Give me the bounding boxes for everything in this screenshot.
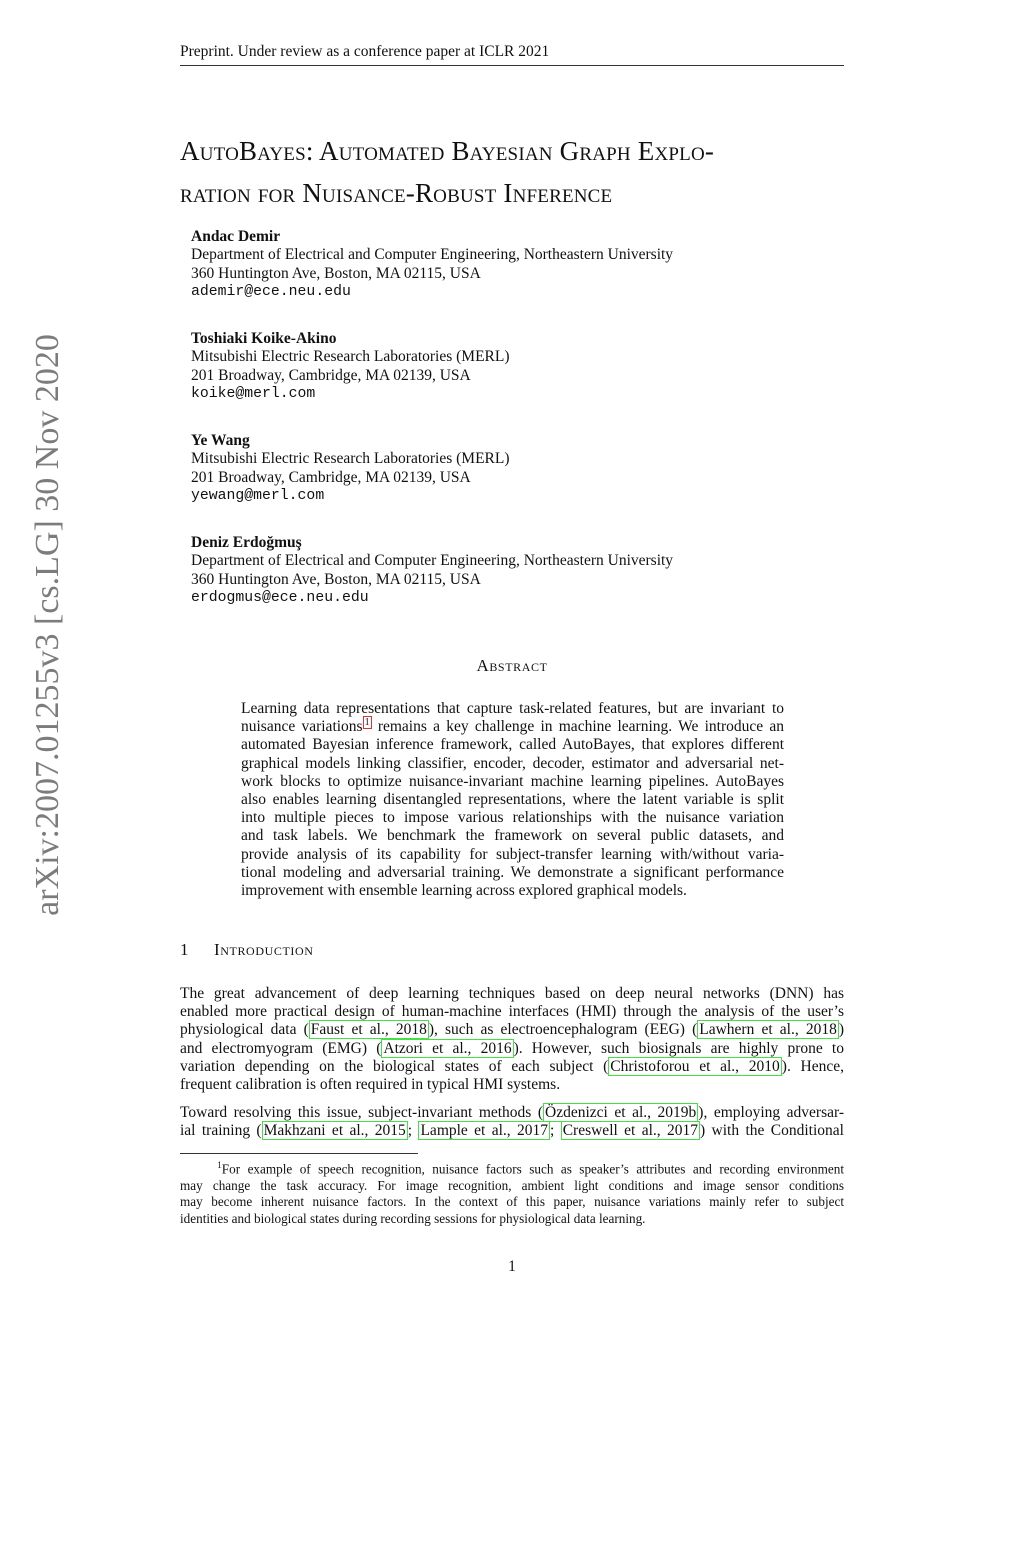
text-fragment: ). Hence,: [781, 1057, 844, 1075]
author-address: 201 Broadway, Cambridge, MA 02139, USA: [191, 468, 471, 486]
intro-paragraph-2: [180, 1104, 844, 1140]
abstract-text-fragment: remains a key challenge in machine learning. We introduce an: [371, 718, 784, 736]
footnote-line: may become inherent nuisance factors. In the context of this paper, nuisance variations mainly refer to subject: [180, 1194, 844, 1210]
text-fragment: physiological data (: [180, 1021, 309, 1039]
body-line: [180, 1104, 844, 1122]
citation-link[interactable]: Lawhern et al., 2018: [699, 1021, 837, 1039]
author-block-3: [191, 432, 831, 506]
running-header: Preprint. Under review as a conference paper at ICLR 2021: [180, 43, 550, 60]
body-line: [180, 1122, 844, 1140]
abstract-text: [241, 700, 784, 900]
arxiv-stamp-container: [13, 334, 83, 1545]
citation-link[interactable]: Lample et al., 2017: [420, 1122, 549, 1140]
abstract-line: work blocks to optimize nuisance-invariant machine learning pipelines. AutoBayes: [241, 772, 784, 790]
section-heading-introduction: [180, 940, 314, 960]
section-title: Introduction: [214, 940, 314, 959]
footnote: [180, 1157, 844, 1227]
intro-paragraph-1: [180, 985, 844, 1094]
title-line-2: ration for Nuisance-Robust Inference: [180, 178, 613, 208]
citation-link[interactable]: Makhzani et al., 2015: [263, 1122, 406, 1140]
abstract-line: improvement with ensemble learning across explored graphical models.: [241, 882, 687, 900]
abstract-line: Learning data representations that capture task-related features, but are invariant to: [241, 700, 784, 717]
citation-link[interactable]: Faust et al., 2018: [310, 1021, 427, 1039]
author-email[interactable]: yewang@merl.com: [191, 488, 325, 505]
text-fragment: ial training (: [180, 1122, 262, 1140]
author-name: Ye Wang: [191, 432, 250, 449]
author-email[interactable]: erdogmus@ece.neu.edu: [191, 590, 369, 607]
abstract-line: and task labels. We benchmark the framework on several public datasets, and: [241, 827, 784, 845]
text-fragment: variation depending on the biological states of each subject (: [180, 1057, 609, 1075]
author-block-2: [191, 330, 831, 404]
citation-link[interactable]: Özdenizci et al., 2019b: [545, 1104, 697, 1121]
citation-link[interactable]: Christoforou et al., 2010: [610, 1057, 780, 1075]
author-address: 201 Broadway, Cambridge, MA 02139, USA: [191, 366, 471, 384]
footnote-mark: 1: [217, 1160, 222, 1170]
author-email[interactable]: ademir@ece.neu.edu: [191, 284, 351, 301]
abstract-line: tional modeling and adversarial training. We demonstrate a significant performance: [241, 863, 784, 881]
author-affiliation: Mitsubishi Electric Research Laboratories (MERL): [191, 450, 510, 468]
author-affiliation: Mitsubishi Electric Research Laboratories (MERL): [191, 348, 510, 366]
author-name: Andac Demir: [191, 228, 281, 245]
section-number: 1: [180, 940, 190, 959]
footnote-line: identities and biological states during recording sessions for physiological data learning.: [180, 1210, 646, 1226]
abstract-line: graphical models linking classifier, encoder, decoder, estimator and adversarial net-: [241, 754, 784, 772]
abstract-text-fragment: nuisance variations: [241, 718, 363, 736]
footnote-line: [180, 1157, 844, 1178]
header-rule: [180, 65, 844, 66]
text-fragment: For example of speech recognition, nuisance factors such as speaker’s attributes and recording environment: [221, 1161, 844, 1177]
author-affiliation: Department of Electrical and Computer Engineering, Northeastern University: [191, 552, 674, 570]
body-line: [180, 1058, 844, 1076]
arxiv-stamp[interactable]: arXiv:2007.01255v3 [cs.LG] 30 Nov 2020: [29, 334, 66, 916]
citation-link[interactable]: Atzori et al., 2016: [383, 1039, 512, 1057]
author-affiliation: Department of Electrical and Computer Engineering, Northeastern University: [191, 246, 674, 264]
footnote-rule: [180, 1153, 418, 1154]
footnote-ref-link[interactable]: 1: [364, 717, 370, 729]
body-line: [180, 1040, 844, 1058]
page-number: 1: [508, 1258, 516, 1275]
footnote-line: may change the task accuracy. For image recognition, ambient light conditions and image sensor conditions: [180, 1177, 844, 1193]
author-name: Toshiaki Koike-Akino: [191, 330, 337, 347]
text-fragment: ), such as electroencephalogram (EEG) (: [428, 1021, 698, 1039]
abstract-line: into multiple pieces to impose various relationships with the nuisance variation: [241, 809, 784, 827]
paper-title: [180, 130, 844, 214]
text-fragment: Toward resolving this issue, subject-invariant methods (: [180, 1104, 544, 1121]
body-line: The great advancement of deep learning techniques based on deep neural networks (DNN) has: [180, 985, 844, 1002]
title-line-1: AutoBayes: Automated Bayesian Graph Explo-: [180, 136, 715, 166]
text-fragment: ;: [550, 1122, 561, 1140]
body-line: enabled more practical design of human-machine interfaces (HMI) through the analysis of the user’s: [180, 1003, 844, 1021]
abstract-line: [241, 718, 784, 736]
abstract-heading: Abstract: [476, 656, 548, 675]
author-block-1: [191, 228, 831, 302]
body-line: frequent calibration is often required in typical HMI systems.: [180, 1076, 561, 1094]
author-address: 360 Huntington Ave, Boston, MA 02115, USA: [191, 570, 481, 588]
abstract-line: also enables learning disentangled representations, where the latent variable is split: [241, 791, 784, 809]
citation-link[interactable]: Creswell et al., 2017: [562, 1122, 699, 1140]
abstract-line: automated Bayesian inference framework, called AutoBayes, that explores different: [241, 736, 784, 754]
author-name: Deniz Erdoğmuş: [191, 534, 302, 551]
text-fragment: ) with the Conditional: [700, 1122, 844, 1140]
abstract-line: provide analysis of its capability for subject-transfer learning with/without varia-: [241, 845, 784, 863]
text-fragment: ): [838, 1021, 844, 1039]
author-block-4: [191, 534, 831, 608]
text-fragment: ). However, such biosignals are highly prone to: [513, 1039, 844, 1057]
body-line: [180, 1021, 844, 1039]
text-fragment: ;: [407, 1122, 419, 1140]
author-email[interactable]: koike@merl.com: [191, 386, 316, 403]
author-address: 360 Huntington Ave, Boston, MA 02115, USA: [191, 264, 481, 282]
text-fragment: ), employing adversar-: [698, 1104, 844, 1121]
text-fragment: and electromyogram (EMG) (: [180, 1039, 382, 1057]
